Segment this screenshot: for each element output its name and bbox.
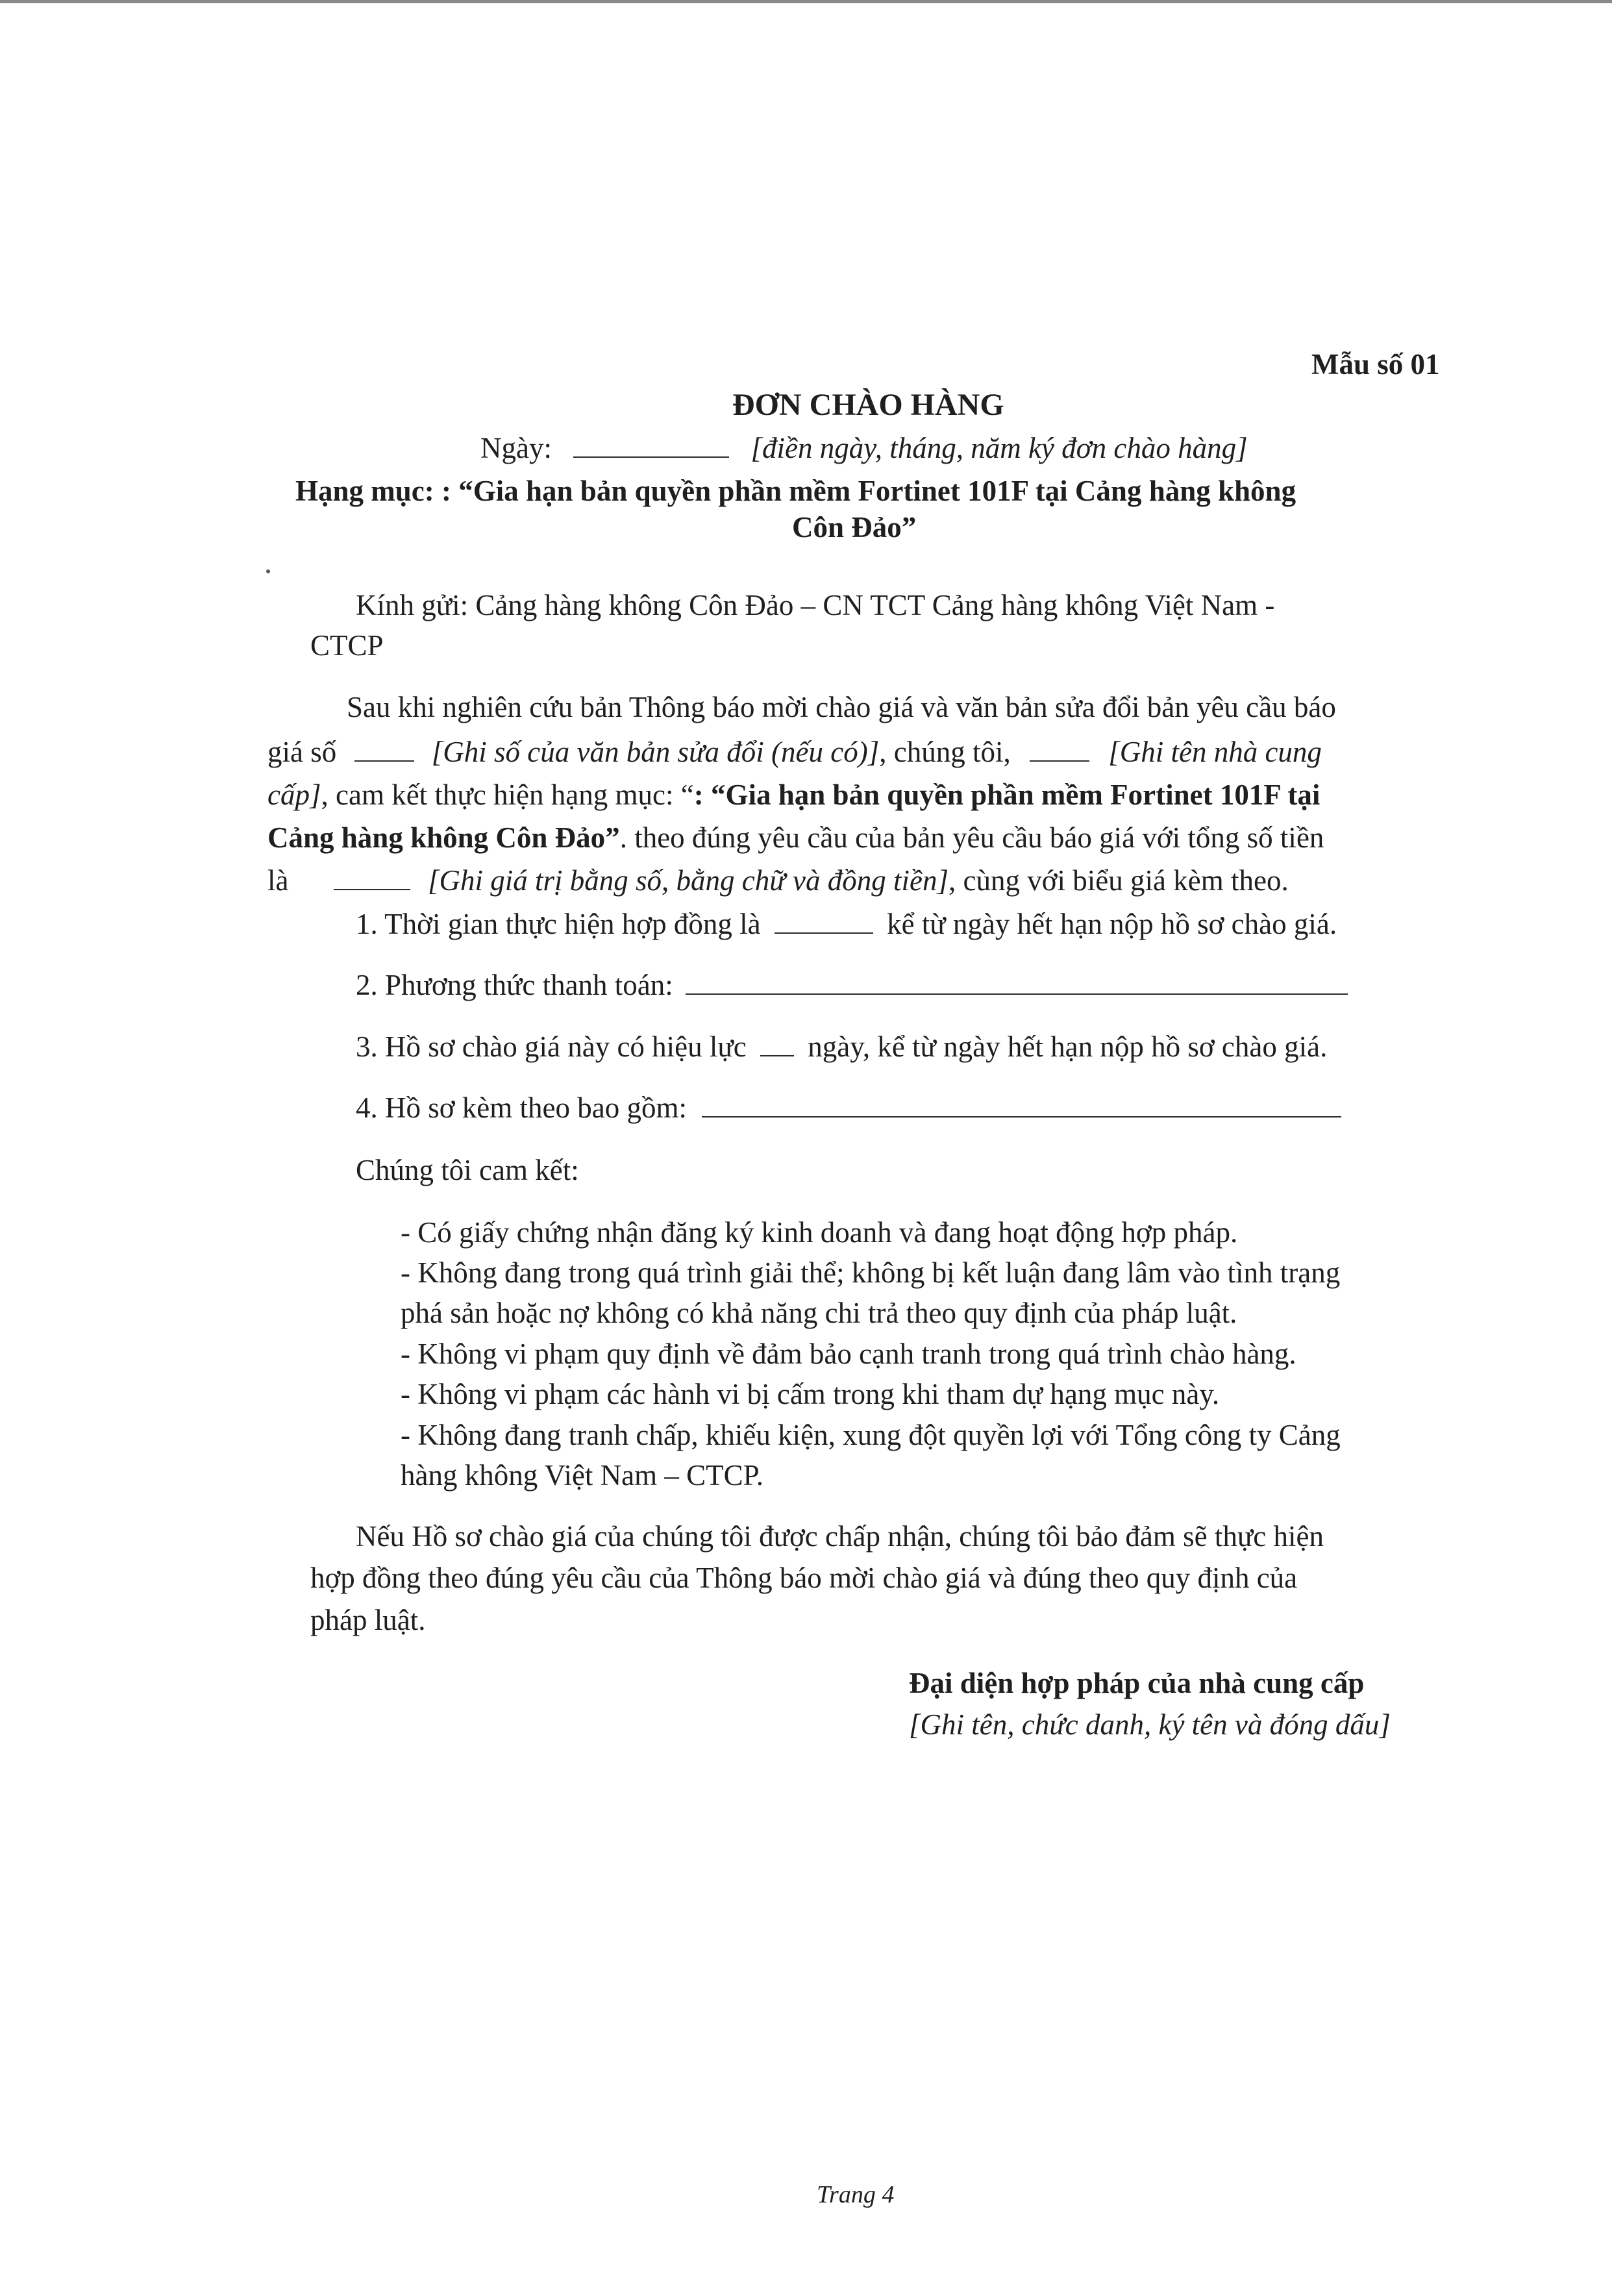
intro-text: , cam kết thực hiện hạng mục: “ (321, 779, 694, 811)
intro-line-5 (267, 864, 1289, 897)
recipient-line-1: Kính gửi: Cảng hàng không Côn Đảo – CN TCT Cảng hàng không Việt Nam - (356, 589, 1275, 621)
item-4-text: 4. Hồ sơ kèm theo bao gồm: (356, 1092, 687, 1124)
item-1 (356, 907, 1337, 941)
closing-line-1: Nếu Hồ sơ chào giá của chúng tôi được chấp nhận, chúng tôi bảo đảm sẽ thực hiện (356, 1520, 1324, 1553)
intro-text: , cùng với biểu giá kèm theo. (949, 864, 1289, 897)
commitment-5-line-1: - Không đang tranh chấp, khiếu kiện, xung đột quyền lợi với Tổng công ty Cảng (401, 1419, 1341, 1451)
intro-line-4 (267, 821, 1324, 855)
item-2-text: 2. Phương thức thanh toán: (356, 969, 673, 1001)
supplier-name-hint: [Ghi tên nhà cung (1108, 736, 1322, 768)
item-label: Hạng mục: : (295, 475, 451, 507)
scan-dot (266, 569, 270, 573)
doc-number-hint: [Ghi số của văn bản sửa đổi (nếu có)] (431, 736, 880, 768)
date-hint: [điền ngày, tháng, năm ký đơn chào hàng] (750, 432, 1248, 464)
commitment-5-line-2: hàng không Việt Nam – CTCP. (401, 1459, 763, 1491)
item-1-text: 1. Thời gian thực hiện hợp đồng là (356, 908, 761, 940)
item-3-text-end: ngày, kể từ ngày hết hạn nộp hồ sơ chào giá. (808, 1030, 1328, 1063)
commitment-2-line-1: - Không đang trong quá trình giải thể; không bị kết luận đang lâm vào tình trạng (401, 1256, 1341, 1289)
page-number: Trang 4 (817, 2181, 895, 2208)
commitment-3: - Không vi phạm quy định về đảm bảo cạnh tranh trong quá trình chào hàng. (401, 1338, 1296, 1370)
signature-title: Đại diện hợp pháp của nhà cung cấp (909, 1667, 1365, 1699)
commitments-heading: Chúng tôi cam kết: (356, 1154, 579, 1186)
payment-method-blank (686, 973, 1348, 995)
item-line-1 (295, 474, 1296, 508)
supplier-name-blank (1030, 740, 1089, 762)
intro-line-3 (267, 778, 1320, 812)
scan-top-edge (0, 0, 1612, 3)
recipient-line-2: CTCP (310, 629, 384, 662)
item-name-inline-end: Cảng hàng không Côn Đảo” (267, 821, 620, 854)
intro-text: giá số (267, 736, 337, 768)
duration-blank (775, 912, 873, 934)
supplier-name-hint-end: cấp] (267, 779, 321, 811)
intro-text: , chúng tôi, (879, 736, 1011, 768)
date-line (480, 431, 1248, 465)
intro-line-1: Sau khi nghiên cứu bản Thông báo mời chào giá và văn bản sửa đổi bản yêu cầu báo (347, 691, 1336, 723)
attachments-blank (702, 1095, 1341, 1117)
item-name-line-2: Côn Đảo” (792, 511, 917, 543)
item-1-text-end: kể từ ngày hết hạn nộp hồ sơ chào giá. (887, 908, 1337, 940)
item-3-text: 3. Hồ sơ chào giá này có hiệu lực (356, 1030, 747, 1063)
commitment-1: - Có giấy chứng nhận đăng ký kinh doanh và đang hoạt động hợp pháp. (401, 1216, 1238, 1249)
item-3 (356, 1030, 1327, 1064)
closing-line-3: pháp luật. (310, 1604, 426, 1636)
commitment-2-line-2: phá sản hoặc nợ không có khả năng chi trả theo quy định của pháp luật. (401, 1297, 1237, 1329)
document-title: ĐƠN CHÀO HÀNG (732, 388, 1004, 422)
item-name-inline: : “Gia hạn bản quyền phần mềm Fortinet 101F tại (693, 779, 1321, 811)
intro-line-2 (267, 735, 1322, 769)
doc-number-blank (354, 740, 414, 762)
price-blank (334, 868, 410, 890)
date-blank (573, 436, 729, 458)
item-4 (356, 1091, 1341, 1125)
price-hint: [Ghi giá trị bằng số, bằng chữ và đồng tiền] (427, 864, 949, 897)
item-2 (356, 968, 1348, 1002)
commitment-4: - Không vi phạm các hành vi bị cấm trong khi tham dự hạng mục này. (401, 1378, 1220, 1410)
intro-text: là (267, 864, 289, 897)
date-label: Ngày: (480, 432, 552, 464)
closing-line-2: hợp đồng theo đúng yêu cầu của Thông báo mời chào giá và đúng theo quy định của (310, 1562, 1298, 1594)
signature-hint: [Ghi tên, chức danh, ký tên và đóng dấu] (909, 1708, 1391, 1741)
item-name-line-1: “Gia hạn bản quyền phần mềm Fortinet 101F tại Cảng hàng không (458, 475, 1296, 507)
validity-days-blank (760, 1034, 794, 1056)
intro-text: . theo đúng yêu cầu của bản yêu cầu báo giá với tổng số tiền (619, 821, 1324, 854)
form-number: Mẫu số 01 (1311, 348, 1440, 381)
